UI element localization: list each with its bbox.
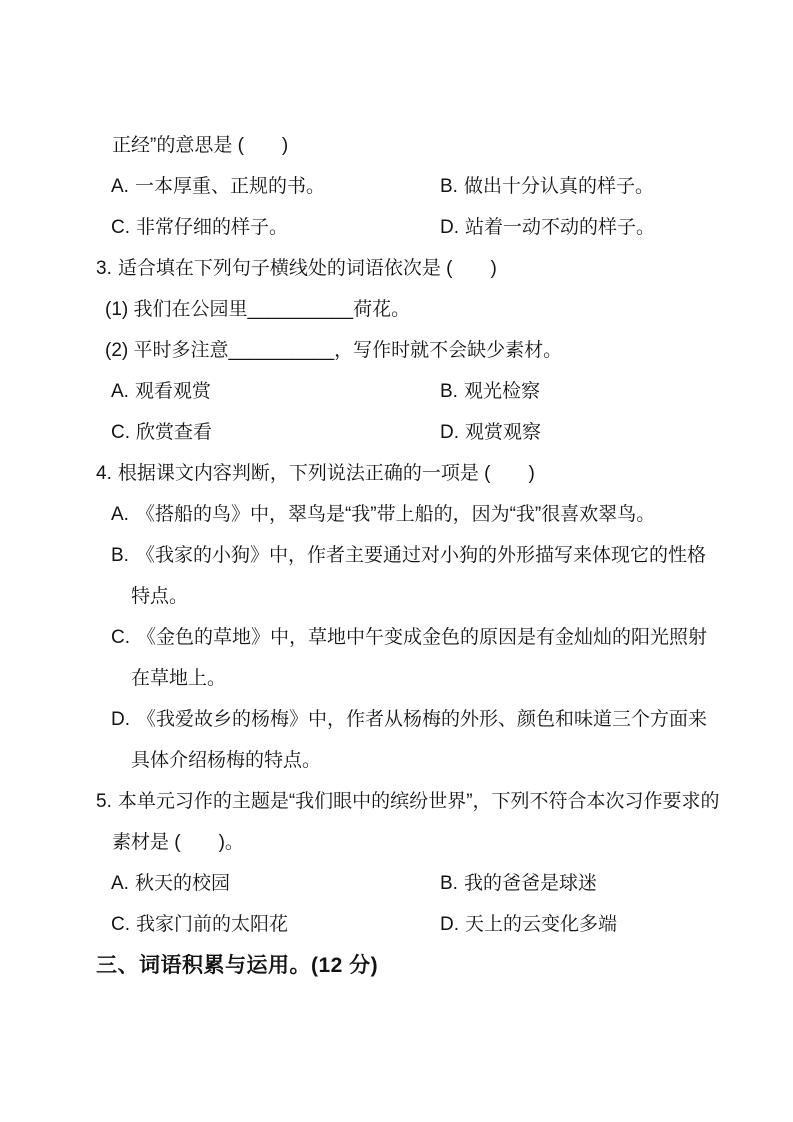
option-label: D. [440,217,459,238]
option-label: B. [111,545,129,566]
option-label: C. [111,422,130,443]
question-5-options-row-cd [96,904,720,945]
option-label: D. [440,422,459,443]
question-3-subitem-1 [96,289,720,330]
option-label: C. [111,627,130,648]
option-label: A. [111,504,129,525]
question-3-subitem-2 [96,330,720,371]
option-text: 观赏观察 [465,422,542,443]
question-3-stem [96,248,720,289]
question-4-option-a [111,494,720,535]
option-label: D. [440,914,459,935]
question-3-number: 3. [96,258,112,279]
question-3-stem-text: 适合填在下列句子横线处的词语依次是 ( ) [117,258,497,279]
question-3-option-b [440,371,720,412]
option-label: C. [111,914,130,935]
question-3-option-d [440,412,720,453]
question-4-option-b [111,535,720,617]
question-2-stem-text: 正经”的意思是 ( ) [112,135,289,156]
option-text: 《我爱故乡的杨梅》中，作者从杨梅的外形、颜色和味道三个方面来具体介绍杨梅的特点。 [131,709,708,771]
option-label: B. [440,176,458,197]
option-text: 《我家的小狗》中，作者主要通过对小狗的外形描写来体现它的性格特点。 [131,545,706,607]
question-2-option-d [440,207,720,248]
option-text: 我的爸爸是球迷 [463,873,597,894]
option-text: 秋天的校园 [134,873,230,894]
option-text: 非常仔细的样子。 [136,217,289,238]
question-2-stem-continuation [96,125,720,166]
question-4-stem [96,453,720,494]
question-4-stem-text: 根据课文内容判断，下列说法正确的一项是 ( ) [117,463,535,484]
option-text: 观看观赏 [134,381,211,402]
option-label: C. [111,217,130,238]
subitem-text: (2) 平时多注意__________，写作时就不会缺少素材。 [105,340,563,361]
option-text: 《搭船的鸟》中，翠鸟是“我”带上船的，因为“我”很喜欢翠鸟。 [135,504,656,525]
question-5-stem [96,781,720,863]
question-2-options-row-ab [96,166,720,207]
option-label: B. [440,381,458,402]
question-5-option-c [111,904,440,945]
option-label: A. [111,176,129,197]
question-5-options-row-ab [96,863,720,904]
question-2-option-c [111,207,440,248]
question-5-number: 5. [96,791,112,812]
question-3-options-row-ab [96,371,720,412]
option-text: 《金色的草地》中，草地中午变成金色的原因是有金灿灿的阳光照射在草地上。 [131,627,708,689]
option-text: 站着一动不动的样子。 [465,217,656,238]
section-3-heading [96,945,720,986]
question-4-option-c [111,617,720,699]
question-5-option-d [440,904,720,945]
question-3-option-c [111,412,440,453]
question-3-options-row-cd [96,412,720,453]
option-label: B. [440,873,458,894]
option-text: 天上的云变化多端 [465,914,618,935]
question-5-option-b [440,863,720,904]
option-text: 观光检察 [463,381,540,402]
option-label: A. [111,381,129,402]
option-text: 欣赏查看 [136,422,213,443]
option-text: 一本厚重、正规的书。 [134,176,325,197]
section-3-heading-text: 三、词语积累与运用。(12 分) [96,954,379,977]
question-5-option-a [111,863,440,904]
question-2-option-b [440,166,720,207]
question-3-option-a [111,371,440,412]
question-4-option-d [111,699,720,781]
option-label: D. [111,709,130,730]
question-5-stem-text: 本单元习作的主题是“我们眼中的缤纷世界”，下列不符合本次习作要求的素材是 ( )。 [112,791,720,853]
option-text: 做出十分认真的样子。 [463,176,654,197]
option-label: A. [111,873,129,894]
subitem-text: (1) 我们在公园里__________荷花。 [105,299,411,320]
option-text: 我家门前的太阳花 [136,914,289,935]
question-2-option-a [111,166,440,207]
question-4-number: 4. [96,463,112,484]
question-2-options-row-cd [96,207,720,248]
